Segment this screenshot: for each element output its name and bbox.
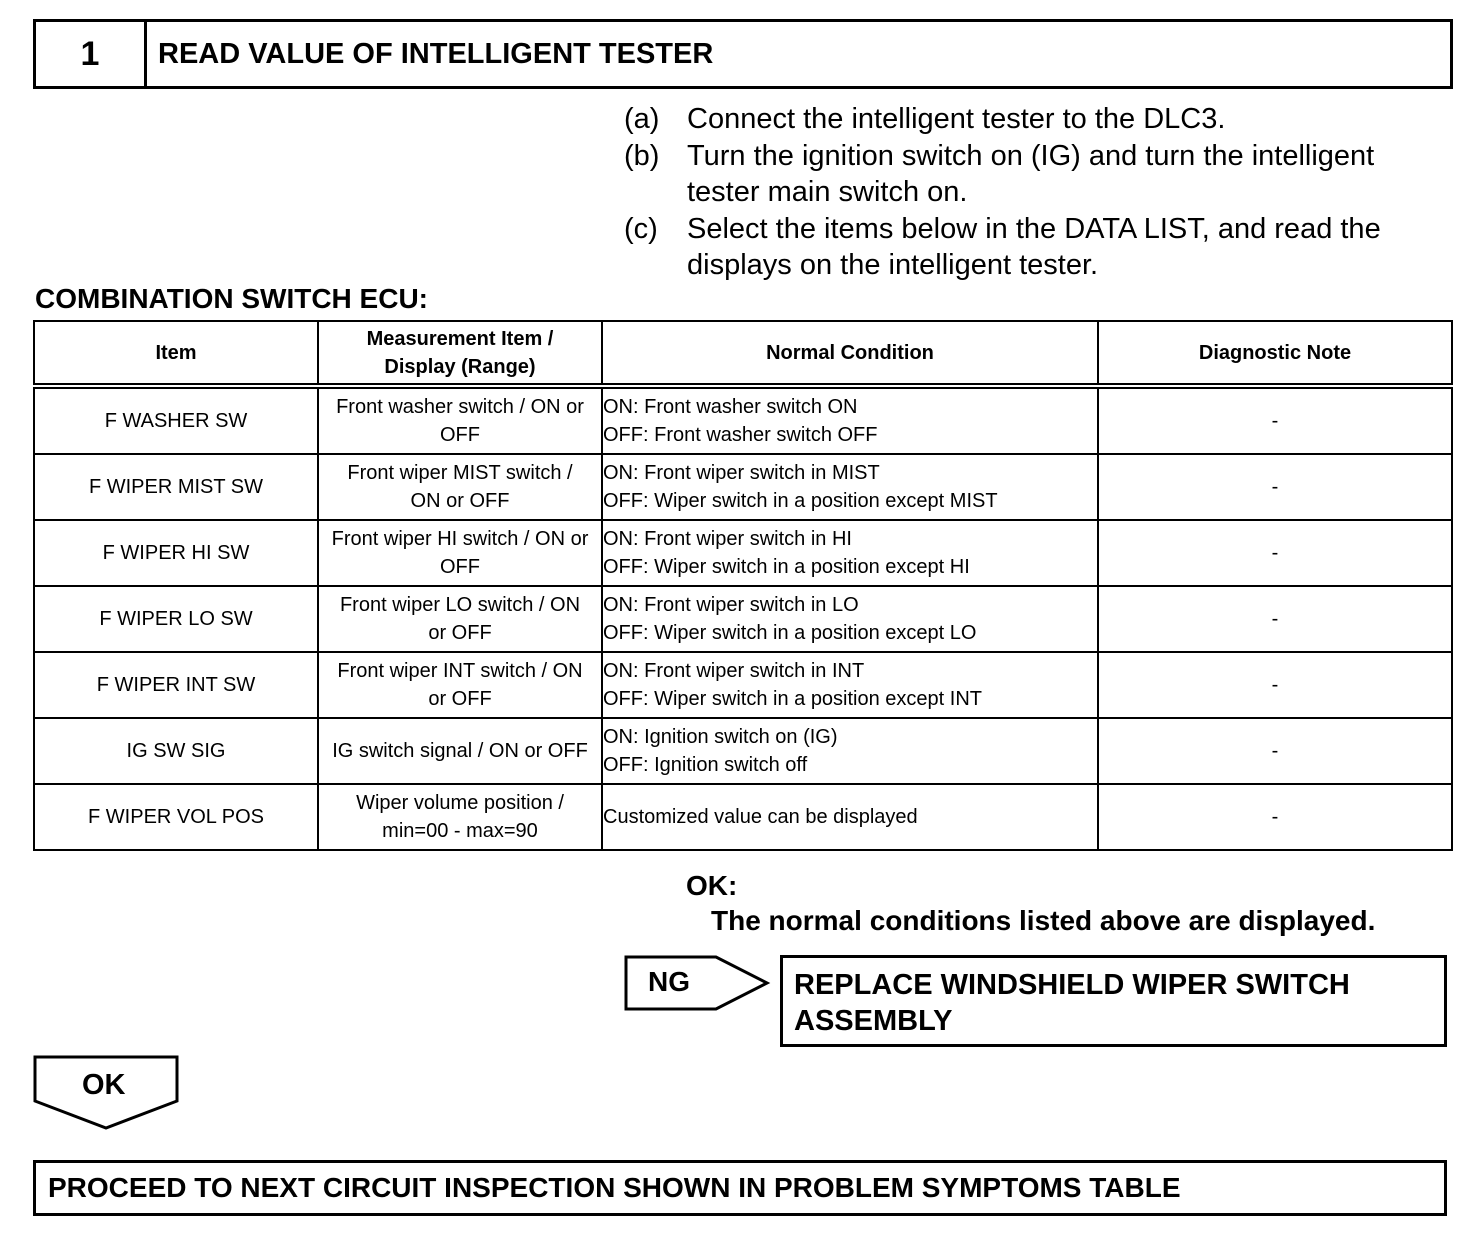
cell-item: F WIPER INT SW [34,652,318,718]
data-list-table [33,320,1453,851]
cell-normal-condition [602,784,1098,850]
cell-measurement: Front wiper MIST switch / ON or OFF [318,454,602,520]
condition-line: OFF: Wiper switch in a position except LO [603,622,977,644]
cell-diagnostic-note: - [1098,454,1452,520]
condition-line: OFF: Wiper switch in a position except INT [603,688,983,710]
condition-line: Customized value can be displayed [603,806,918,828]
condition-line: OFF: Front washer switch OFF [603,424,878,446]
ok-criteria-label: OK: [686,870,738,901]
header-measurement: Measurement Item / Display (Range) [318,321,602,386]
cell-diagnostic-note: - [1098,520,1452,586]
instruction-text: Select the items below in the DATA LIST, and read the displays on the intelligent tester. [687,212,1381,281]
step-title: READ VALUE OF INTELLIGENT TESTER [158,37,714,70]
cell-diagnostic-note: - [1098,784,1452,850]
table-row [34,718,1452,784]
header-normal-condition: Normal Condition [602,321,1098,386]
condition-line: OFF: Ignition switch off [603,754,808,776]
header-diagnostic-note: Diagnostic Note [1098,321,1452,386]
header-item: Item [34,321,318,386]
cell-measurement: Front wiper INT switch / ON or OFF [318,652,602,718]
condition-line: OFF: Wiper switch in a position except MIST [603,490,998,512]
cell-item: F WIPER MIST SW [34,454,318,520]
step-header [33,19,1453,89]
cell-diagnostic-note: - [1098,718,1452,784]
instruction-letter: (a) [624,103,660,135]
cell-measurement: IG switch signal / ON or OFF [318,718,602,784]
cell-measurement: Wiper volume position / min=00 - max=90 [318,784,602,850]
cell-item: IG SW SIG [34,718,318,784]
cell-normal-condition [602,652,1098,718]
cell-item: F WIPER LO SW [34,586,318,652]
table-row [34,520,1452,586]
ok-arrow-label: OK [82,1069,126,1101]
table-title: COMBINATION SWITCH ECU: [35,283,428,314]
ng-action-line: ASSEMBLY [794,1005,953,1037]
cell-normal-condition [602,520,1098,586]
condition-line: ON: Front wiper switch in INT [603,660,865,682]
cell-item: F WASHER SW [34,386,318,454]
table-row [34,784,1452,850]
table-row [34,586,1452,652]
table-row [34,454,1452,520]
cell-diagnostic-note: - [1098,586,1452,652]
table-row [34,652,1452,718]
cell-diagnostic-note: - [1098,386,1452,454]
cell-diagnostic-note: - [1098,652,1452,718]
cell-measurement: Front wiper LO switch / ON or OFF [318,586,602,652]
condition-line: ON: Front washer switch ON [603,396,858,418]
table-row [34,386,1452,454]
cell-normal-condition [602,586,1098,652]
instruction-list [624,101,1444,284]
instruction-letter: (b) [624,139,660,172]
cell-item: F WIPER VOL POS [34,784,318,850]
ng-arrow-icon [624,955,772,1013]
instruction-item [624,211,1444,284]
cell-measurement: Front wiper HI switch / ON or OFF [318,520,602,586]
table-header-row [34,321,1452,386]
ng-action-line: REPLACE WINDSHIELD WIPER SWITCH [794,969,1350,1001]
condition-line: ON: Ignition switch on (IG) [603,726,838,748]
cell-measurement: Front washer switch / ON or OFF [318,386,602,454]
condition-line: OFF: Wiper switch in a position except HI [603,556,970,578]
condition-line: ON: Front wiper switch in MIST [603,462,880,484]
cell-normal-condition [602,454,1098,520]
cell-normal-condition [602,386,1098,454]
cell-normal-condition [602,718,1098,784]
ng-label: NG [648,966,690,997]
instruction-letter: (c) [624,212,658,245]
proceed-box: PROCEED TO NEXT CIRCUIT INSPECTION SHOWN IN PROBLEM SYMPTOMS TABLE [33,1160,1447,1216]
instruction-text: Connect the intelligent tester to the DLC3. [687,103,1226,135]
instruction-item [624,101,1444,138]
cell-item: F WIPER HI SW [34,520,318,586]
step-number: 1 [36,22,147,86]
instruction-item [624,138,1444,211]
condition-line: ON: Front wiper switch in HI [603,528,852,550]
ng-action-box [780,955,1447,1047]
condition-line: ON: Front wiper switch in LO [603,594,859,616]
ok-criteria-text: The normal conditions listed above are displayed. [711,905,1376,936]
instruction-text: Turn the ignition switch on (IG) and turn the intelligent tester main switch on. [687,139,1375,208]
